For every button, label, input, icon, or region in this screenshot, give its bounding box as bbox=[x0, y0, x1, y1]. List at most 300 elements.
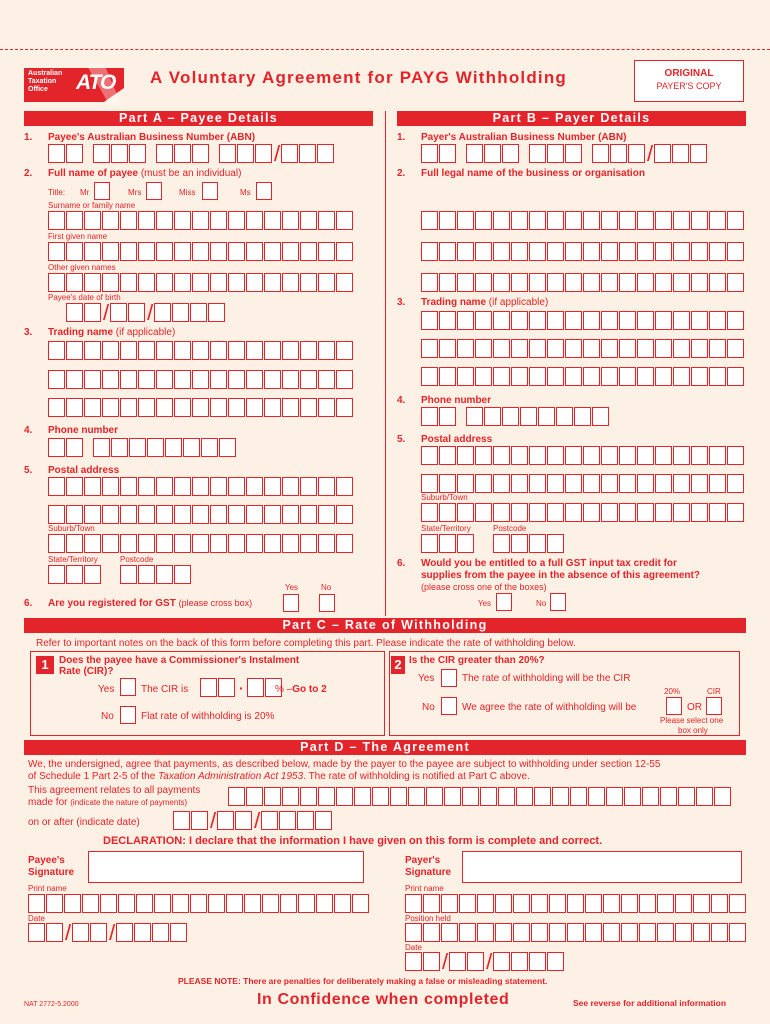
entry-box[interactable] bbox=[592, 144, 609, 163]
entry-box[interactable] bbox=[66, 398, 83, 417]
entry-box[interactable] bbox=[709, 474, 726, 493]
entry-box[interactable] bbox=[156, 144, 173, 163]
entry-box[interactable] bbox=[439, 311, 456, 330]
entry-box[interactable] bbox=[439, 503, 456, 522]
b-address-row-1[interactable] bbox=[421, 446, 745, 465]
entry-box[interactable] bbox=[318, 242, 335, 261]
entry-box[interactable] bbox=[282, 370, 299, 389]
entry-box[interactable] bbox=[655, 211, 672, 230]
entry-box[interactable] bbox=[673, 242, 690, 261]
entry-box[interactable] bbox=[300, 211, 317, 230]
entry-box[interactable] bbox=[511, 211, 528, 230]
entry-box[interactable] bbox=[66, 477, 83, 496]
entry-box[interactable] bbox=[421, 503, 438, 522]
entry-box[interactable] bbox=[134, 923, 151, 942]
entry-box[interactable] bbox=[156, 211, 173, 230]
entry-box[interactable] bbox=[174, 341, 191, 360]
entry-box[interactable] bbox=[318, 211, 335, 230]
entry-box[interactable] bbox=[281, 144, 298, 163]
entry-box[interactable] bbox=[495, 894, 512, 913]
entry-box[interactable] bbox=[583, 446, 600, 465]
entry-box[interactable] bbox=[84, 273, 101, 292]
entry-box[interactable] bbox=[102, 341, 119, 360]
payer-signature-field[interactable] bbox=[462, 851, 742, 883]
entry-box[interactable] bbox=[210, 370, 227, 389]
entry-box[interactable] bbox=[48, 534, 65, 553]
entry-box[interactable] bbox=[318, 477, 335, 496]
entry-box[interactable] bbox=[48, 273, 65, 292]
entry-box[interactable] bbox=[547, 446, 564, 465]
entry-box[interactable] bbox=[610, 144, 627, 163]
dob-boxes[interactable] bbox=[66, 300, 226, 325]
entry-box[interactable] bbox=[316, 894, 333, 913]
entry-box[interactable] bbox=[727, 503, 744, 522]
entry-box[interactable] bbox=[300, 787, 317, 806]
entry-box[interactable] bbox=[439, 273, 456, 292]
entry-box[interactable] bbox=[475, 367, 492, 386]
entry-box[interactable] bbox=[264, 370, 281, 389]
entry-box[interactable] bbox=[673, 446, 690, 465]
entry-box[interactable] bbox=[156, 534, 173, 553]
payee-date-boxes[interactable] bbox=[28, 920, 188, 945]
entry-box[interactable] bbox=[282, 242, 299, 261]
entry-box[interactable] bbox=[511, 367, 528, 386]
b-phone-boxes[interactable] bbox=[421, 407, 610, 426]
entry-box[interactable] bbox=[477, 923, 494, 942]
rate-20-checkbox[interactable] bbox=[666, 697, 682, 715]
entry-box[interactable] bbox=[136, 894, 153, 913]
entry-box[interactable] bbox=[421, 474, 438, 493]
entry-box[interactable] bbox=[228, 370, 245, 389]
entry-box[interactable] bbox=[467, 952, 484, 971]
entry-box[interactable] bbox=[495, 923, 512, 942]
entry-box[interactable] bbox=[315, 811, 332, 830]
entry-box[interactable] bbox=[709, 242, 726, 261]
entry-box[interactable] bbox=[565, 367, 582, 386]
entry-box[interactable] bbox=[637, 211, 654, 230]
entry-box[interactable] bbox=[601, 367, 618, 386]
entry-box[interactable] bbox=[264, 477, 281, 496]
b-name-row-3[interactable] bbox=[421, 273, 745, 292]
entry-box[interactable] bbox=[619, 446, 636, 465]
entry-box[interactable] bbox=[691, 474, 708, 493]
entry-box[interactable] bbox=[673, 474, 690, 493]
entry-box[interactable] bbox=[547, 339, 564, 358]
entry-box[interactable] bbox=[192, 534, 209, 553]
entry-box[interactable] bbox=[228, 534, 245, 553]
entry-box[interactable] bbox=[300, 477, 317, 496]
entry-box[interactable] bbox=[529, 952, 546, 971]
entry-box[interactable] bbox=[549, 894, 566, 913]
entry-box[interactable] bbox=[657, 894, 674, 913]
entry-box[interactable] bbox=[709, 446, 726, 465]
box-1-no-checkbox[interactable] bbox=[120, 706, 136, 724]
entry-box[interactable] bbox=[66, 242, 83, 261]
entry-box[interactable] bbox=[534, 787, 551, 806]
entry-box[interactable] bbox=[642, 787, 659, 806]
entry-box[interactable] bbox=[493, 534, 510, 553]
entry-box[interactable] bbox=[421, 273, 438, 292]
entry-box[interactable] bbox=[318, 787, 335, 806]
entry-box[interactable] bbox=[84, 505, 101, 524]
entry-box[interactable] bbox=[174, 273, 191, 292]
entry-box[interactable] bbox=[421, 144, 438, 163]
payee-signature-field[interactable] bbox=[88, 851, 364, 883]
b-postcode-boxes[interactable] bbox=[493, 534, 565, 553]
entry-box[interactable] bbox=[138, 505, 155, 524]
entry-box[interactable] bbox=[84, 211, 101, 230]
entry-box[interactable] bbox=[637, 242, 654, 261]
entry-box[interactable] bbox=[84, 398, 101, 417]
entry-box[interactable] bbox=[152, 923, 169, 942]
entry-box[interactable] bbox=[655, 367, 672, 386]
entry-box[interactable] bbox=[673, 367, 690, 386]
entry-box[interactable] bbox=[459, 923, 476, 942]
entry-box[interactable] bbox=[48, 438, 65, 457]
entry-box[interactable] bbox=[84, 341, 101, 360]
entry-box[interactable] bbox=[102, 505, 119, 524]
entry-box[interactable] bbox=[457, 339, 474, 358]
entry-box[interactable] bbox=[48, 341, 65, 360]
entry-box[interactable] bbox=[66, 273, 83, 292]
entry-box[interactable] bbox=[583, 273, 600, 292]
entry-box[interactable] bbox=[208, 894, 225, 913]
entry-box[interactable] bbox=[619, 311, 636, 330]
entry-box[interactable] bbox=[565, 474, 582, 493]
entry-box[interactable] bbox=[709, 311, 726, 330]
entry-box[interactable] bbox=[111, 144, 128, 163]
entry-box[interactable] bbox=[691, 273, 708, 292]
entry-box[interactable] bbox=[493, 446, 510, 465]
entry-box[interactable] bbox=[709, 367, 726, 386]
entry-box[interactable] bbox=[516, 787, 533, 806]
entry-box[interactable] bbox=[372, 787, 389, 806]
payment-nature-boxes[interactable] bbox=[228, 787, 732, 806]
entry-box[interactable] bbox=[547, 474, 564, 493]
entry-box[interactable] bbox=[673, 273, 690, 292]
entry-box[interactable] bbox=[592, 407, 609, 426]
entry-box[interactable] bbox=[174, 398, 191, 417]
entry-box[interactable] bbox=[475, 311, 492, 330]
entry-box[interactable] bbox=[439, 474, 456, 493]
entry-box[interactable] bbox=[120, 505, 137, 524]
entry-box[interactable] bbox=[336, 273, 353, 292]
entry-box[interactable] bbox=[48, 505, 65, 524]
entry-box[interactable] bbox=[405, 894, 422, 913]
entry-box[interactable] bbox=[709, 273, 726, 292]
entry-box[interactable] bbox=[673, 211, 690, 230]
entry-box[interactable] bbox=[639, 894, 656, 913]
entry-box[interactable] bbox=[138, 534, 155, 553]
entry-box[interactable] bbox=[621, 923, 638, 942]
entry-box[interactable] bbox=[192, 477, 209, 496]
a-trading-row-1[interactable] bbox=[48, 341, 354, 360]
entry-box[interactable] bbox=[421, 534, 438, 553]
entry-box[interactable] bbox=[118, 894, 135, 913]
entry-box[interactable] bbox=[120, 565, 137, 584]
entry-box[interactable] bbox=[660, 787, 677, 806]
entry-box[interactable] bbox=[547, 273, 564, 292]
entry-box[interactable] bbox=[192, 398, 209, 417]
entry-box[interactable] bbox=[282, 273, 299, 292]
entry-box[interactable] bbox=[565, 273, 582, 292]
b-gst-yes-checkbox[interactable] bbox=[496, 593, 512, 611]
box-2-yes-checkbox[interactable] bbox=[441, 669, 457, 687]
entry-box[interactable] bbox=[138, 477, 155, 496]
entry-box[interactable] bbox=[66, 370, 83, 389]
entry-box[interactable] bbox=[493, 339, 510, 358]
entry-box[interactable] bbox=[66, 534, 83, 553]
entry-box[interactable] bbox=[246, 242, 263, 261]
entry-box[interactable] bbox=[421, 339, 438, 358]
entry-box[interactable] bbox=[66, 565, 83, 584]
entry-box[interactable] bbox=[673, 311, 690, 330]
entry-box[interactable] bbox=[529, 339, 546, 358]
entry-box[interactable] bbox=[549, 923, 566, 942]
entry-box[interactable] bbox=[567, 923, 584, 942]
title-mrs-checkbox[interactable] bbox=[146, 182, 162, 200]
entry-box[interactable] bbox=[565, 446, 582, 465]
entry-box[interactable] bbox=[601, 339, 618, 358]
entry-box[interactable] bbox=[336, 341, 353, 360]
entry-box[interactable] bbox=[583, 367, 600, 386]
a-suburb-boxes[interactable] bbox=[48, 534, 354, 553]
entry-box[interactable] bbox=[601, 242, 618, 261]
entry-box[interactable] bbox=[639, 923, 656, 942]
entry-box[interactable] bbox=[619, 367, 636, 386]
entry-box[interactable] bbox=[439, 339, 456, 358]
entry-box[interactable] bbox=[191, 811, 208, 830]
entry-box[interactable] bbox=[727, 474, 744, 493]
entry-box[interactable] bbox=[174, 534, 191, 553]
entry-box[interactable] bbox=[421, 407, 438, 426]
entry-box[interactable] bbox=[129, 144, 146, 163]
entry-box[interactable] bbox=[421, 446, 438, 465]
entry-box[interactable] bbox=[66, 505, 83, 524]
entry-box[interactable] bbox=[247, 678, 264, 697]
entry-box[interactable] bbox=[48, 144, 65, 163]
entry-box[interactable] bbox=[475, 273, 492, 292]
position-boxes[interactable] bbox=[405, 923, 747, 942]
entry-box[interactable] bbox=[601, 273, 618, 292]
entry-box[interactable] bbox=[246, 341, 263, 360]
entry-box[interactable] bbox=[709, 211, 726, 230]
start-date-boxes[interactable] bbox=[173, 808, 333, 833]
entry-box[interactable] bbox=[210, 398, 227, 417]
entry-box[interactable] bbox=[637, 446, 654, 465]
entry-box[interactable] bbox=[529, 534, 546, 553]
entry-box[interactable] bbox=[48, 242, 65, 261]
entry-box[interactable] bbox=[502, 407, 519, 426]
entry-box[interactable] bbox=[493, 211, 510, 230]
entry-box[interactable] bbox=[217, 811, 234, 830]
cir-rate-boxes[interactable]: · bbox=[200, 678, 283, 697]
entry-box[interactable] bbox=[475, 242, 492, 261]
entry-box[interactable] bbox=[210, 505, 227, 524]
b-suburb-boxes[interactable] bbox=[421, 503, 745, 522]
entry-box[interactable] bbox=[696, 787, 713, 806]
entry-box[interactable] bbox=[421, 367, 438, 386]
entry-box[interactable] bbox=[48, 211, 65, 230]
entry-box[interactable] bbox=[190, 894, 207, 913]
entry-box[interactable] bbox=[84, 370, 101, 389]
entry-box[interactable] bbox=[637, 367, 654, 386]
entry-box[interactable] bbox=[228, 341, 245, 360]
entry-box[interactable] bbox=[493, 503, 510, 522]
entry-box[interactable] bbox=[475, 503, 492, 522]
entry-box[interactable] bbox=[574, 407, 591, 426]
entry-box[interactable] bbox=[565, 503, 582, 522]
entry-box[interactable] bbox=[48, 565, 65, 584]
entry-box[interactable] bbox=[297, 811, 314, 830]
entry-box[interactable] bbox=[102, 273, 119, 292]
entry-box[interactable] bbox=[511, 339, 528, 358]
entry-box[interactable] bbox=[156, 477, 173, 496]
entry-box[interactable] bbox=[46, 923, 63, 942]
entry-box[interactable] bbox=[690, 144, 707, 163]
entry-box[interactable] bbox=[210, 341, 227, 360]
entry-box[interactable] bbox=[390, 787, 407, 806]
entry-box[interactable] bbox=[192, 505, 209, 524]
entry-box[interactable] bbox=[601, 311, 618, 330]
entry-box[interactable] bbox=[156, 565, 173, 584]
entry-box[interactable] bbox=[727, 311, 744, 330]
entry-box[interactable] bbox=[192, 273, 209, 292]
entry-box[interactable] bbox=[336, 370, 353, 389]
entry-box[interactable] bbox=[210, 273, 227, 292]
b-gst-no-checkbox[interactable] bbox=[550, 593, 566, 611]
title-ms-checkbox[interactable] bbox=[256, 182, 272, 200]
entry-box[interactable] bbox=[228, 787, 245, 806]
entry-box[interactable] bbox=[84, 242, 101, 261]
entry-box[interactable] bbox=[466, 144, 483, 163]
entry-box[interactable] bbox=[426, 787, 443, 806]
entry-box[interactable] bbox=[711, 923, 728, 942]
entry-box[interactable] bbox=[439, 534, 456, 553]
entry-box[interactable] bbox=[462, 787, 479, 806]
entry-box[interactable] bbox=[475, 474, 492, 493]
entry-box[interactable] bbox=[84, 565, 101, 584]
entry-box[interactable] bbox=[529, 211, 546, 230]
entry-box[interactable] bbox=[655, 474, 672, 493]
entry-box[interactable] bbox=[246, 398, 263, 417]
entry-box[interactable] bbox=[48, 477, 65, 496]
entry-box[interactable] bbox=[583, 242, 600, 261]
title-mr-checkbox[interactable] bbox=[94, 182, 110, 200]
entry-box[interactable] bbox=[210, 477, 227, 496]
entry-box[interactable] bbox=[66, 211, 83, 230]
entry-box[interactable] bbox=[192, 242, 209, 261]
entry-box[interactable] bbox=[606, 787, 623, 806]
entry-box[interactable] bbox=[493, 367, 510, 386]
entry-box[interactable] bbox=[423, 923, 440, 942]
entry-box[interactable] bbox=[603, 923, 620, 942]
entry-box[interactable] bbox=[547, 211, 564, 230]
entry-box[interactable] bbox=[538, 407, 555, 426]
entry-box[interactable] bbox=[601, 211, 618, 230]
a-phone-boxes[interactable] bbox=[48, 438, 237, 457]
entry-box[interactable] bbox=[709, 339, 726, 358]
entry-box[interactable] bbox=[484, 144, 501, 163]
b-trading-row-2[interactable] bbox=[421, 339, 745, 358]
entry-box[interactable] bbox=[354, 787, 371, 806]
first-name-boxes[interactable] bbox=[48, 242, 354, 261]
entry-box[interactable] bbox=[529, 474, 546, 493]
entry-box[interactable] bbox=[201, 438, 218, 457]
entry-box[interactable] bbox=[183, 438, 200, 457]
entry-box[interactable] bbox=[299, 144, 316, 163]
payer-print-name-boxes[interactable] bbox=[405, 894, 747, 913]
entry-box[interactable] bbox=[498, 787, 515, 806]
entry-box[interactable] bbox=[172, 894, 189, 913]
entry-box[interactable] bbox=[279, 811, 296, 830]
entry-box[interactable] bbox=[246, 211, 263, 230]
entry-box[interactable] bbox=[318, 370, 335, 389]
entry-box[interactable] bbox=[547, 367, 564, 386]
entry-box[interactable] bbox=[174, 505, 191, 524]
entry-box[interactable] bbox=[405, 952, 422, 971]
entry-box[interactable] bbox=[588, 787, 605, 806]
entry-box[interactable] bbox=[619, 211, 636, 230]
entry-box[interactable] bbox=[82, 894, 99, 913]
entry-box[interactable] bbox=[655, 311, 672, 330]
entry-box[interactable] bbox=[624, 787, 641, 806]
entry-box[interactable] bbox=[675, 894, 692, 913]
entry-box[interactable] bbox=[282, 211, 299, 230]
entry-box[interactable] bbox=[138, 370, 155, 389]
entry-box[interactable] bbox=[601, 446, 618, 465]
entry-box[interactable] bbox=[154, 894, 171, 913]
entry-box[interactable] bbox=[237, 144, 254, 163]
entry-box[interactable] bbox=[264, 534, 281, 553]
entry-box[interactable] bbox=[565, 311, 582, 330]
entry-box[interactable] bbox=[261, 811, 278, 830]
entry-box[interactable] bbox=[421, 211, 438, 230]
entry-box[interactable] bbox=[318, 505, 335, 524]
entry-box[interactable] bbox=[219, 438, 236, 457]
entry-box[interactable] bbox=[727, 367, 744, 386]
entry-box[interactable] bbox=[457, 534, 474, 553]
a-postcode-boxes[interactable] bbox=[120, 565, 192, 584]
a-state-boxes[interactable] bbox=[48, 565, 102, 584]
entry-box[interactable] bbox=[583, 211, 600, 230]
entry-box[interactable] bbox=[318, 273, 335, 292]
entry-box[interactable] bbox=[156, 341, 173, 360]
entry-box[interactable] bbox=[457, 273, 474, 292]
entry-box[interactable] bbox=[282, 505, 299, 524]
entry-box[interactable] bbox=[102, 370, 119, 389]
entry-box[interactable] bbox=[691, 446, 708, 465]
entry-box[interactable] bbox=[439, 144, 456, 163]
entry-box[interactable] bbox=[727, 273, 744, 292]
entry-box[interactable] bbox=[156, 370, 173, 389]
entry-box[interactable] bbox=[66, 303, 83, 322]
entry-box[interactable] bbox=[619, 474, 636, 493]
entry-box[interactable] bbox=[218, 678, 235, 697]
entry-box[interactable] bbox=[282, 398, 299, 417]
entry-box[interactable] bbox=[282, 341, 299, 360]
entry-box[interactable] bbox=[565, 144, 582, 163]
entry-box[interactable] bbox=[110, 303, 127, 322]
entry-box[interactable] bbox=[727, 339, 744, 358]
entry-box[interactable] bbox=[457, 474, 474, 493]
entry-box[interactable] bbox=[280, 894, 297, 913]
entry-box[interactable] bbox=[300, 370, 317, 389]
entry-box[interactable] bbox=[111, 438, 128, 457]
entry-box[interactable] bbox=[711, 894, 728, 913]
entry-box[interactable] bbox=[93, 144, 110, 163]
entry-box[interactable] bbox=[100, 894, 117, 913]
